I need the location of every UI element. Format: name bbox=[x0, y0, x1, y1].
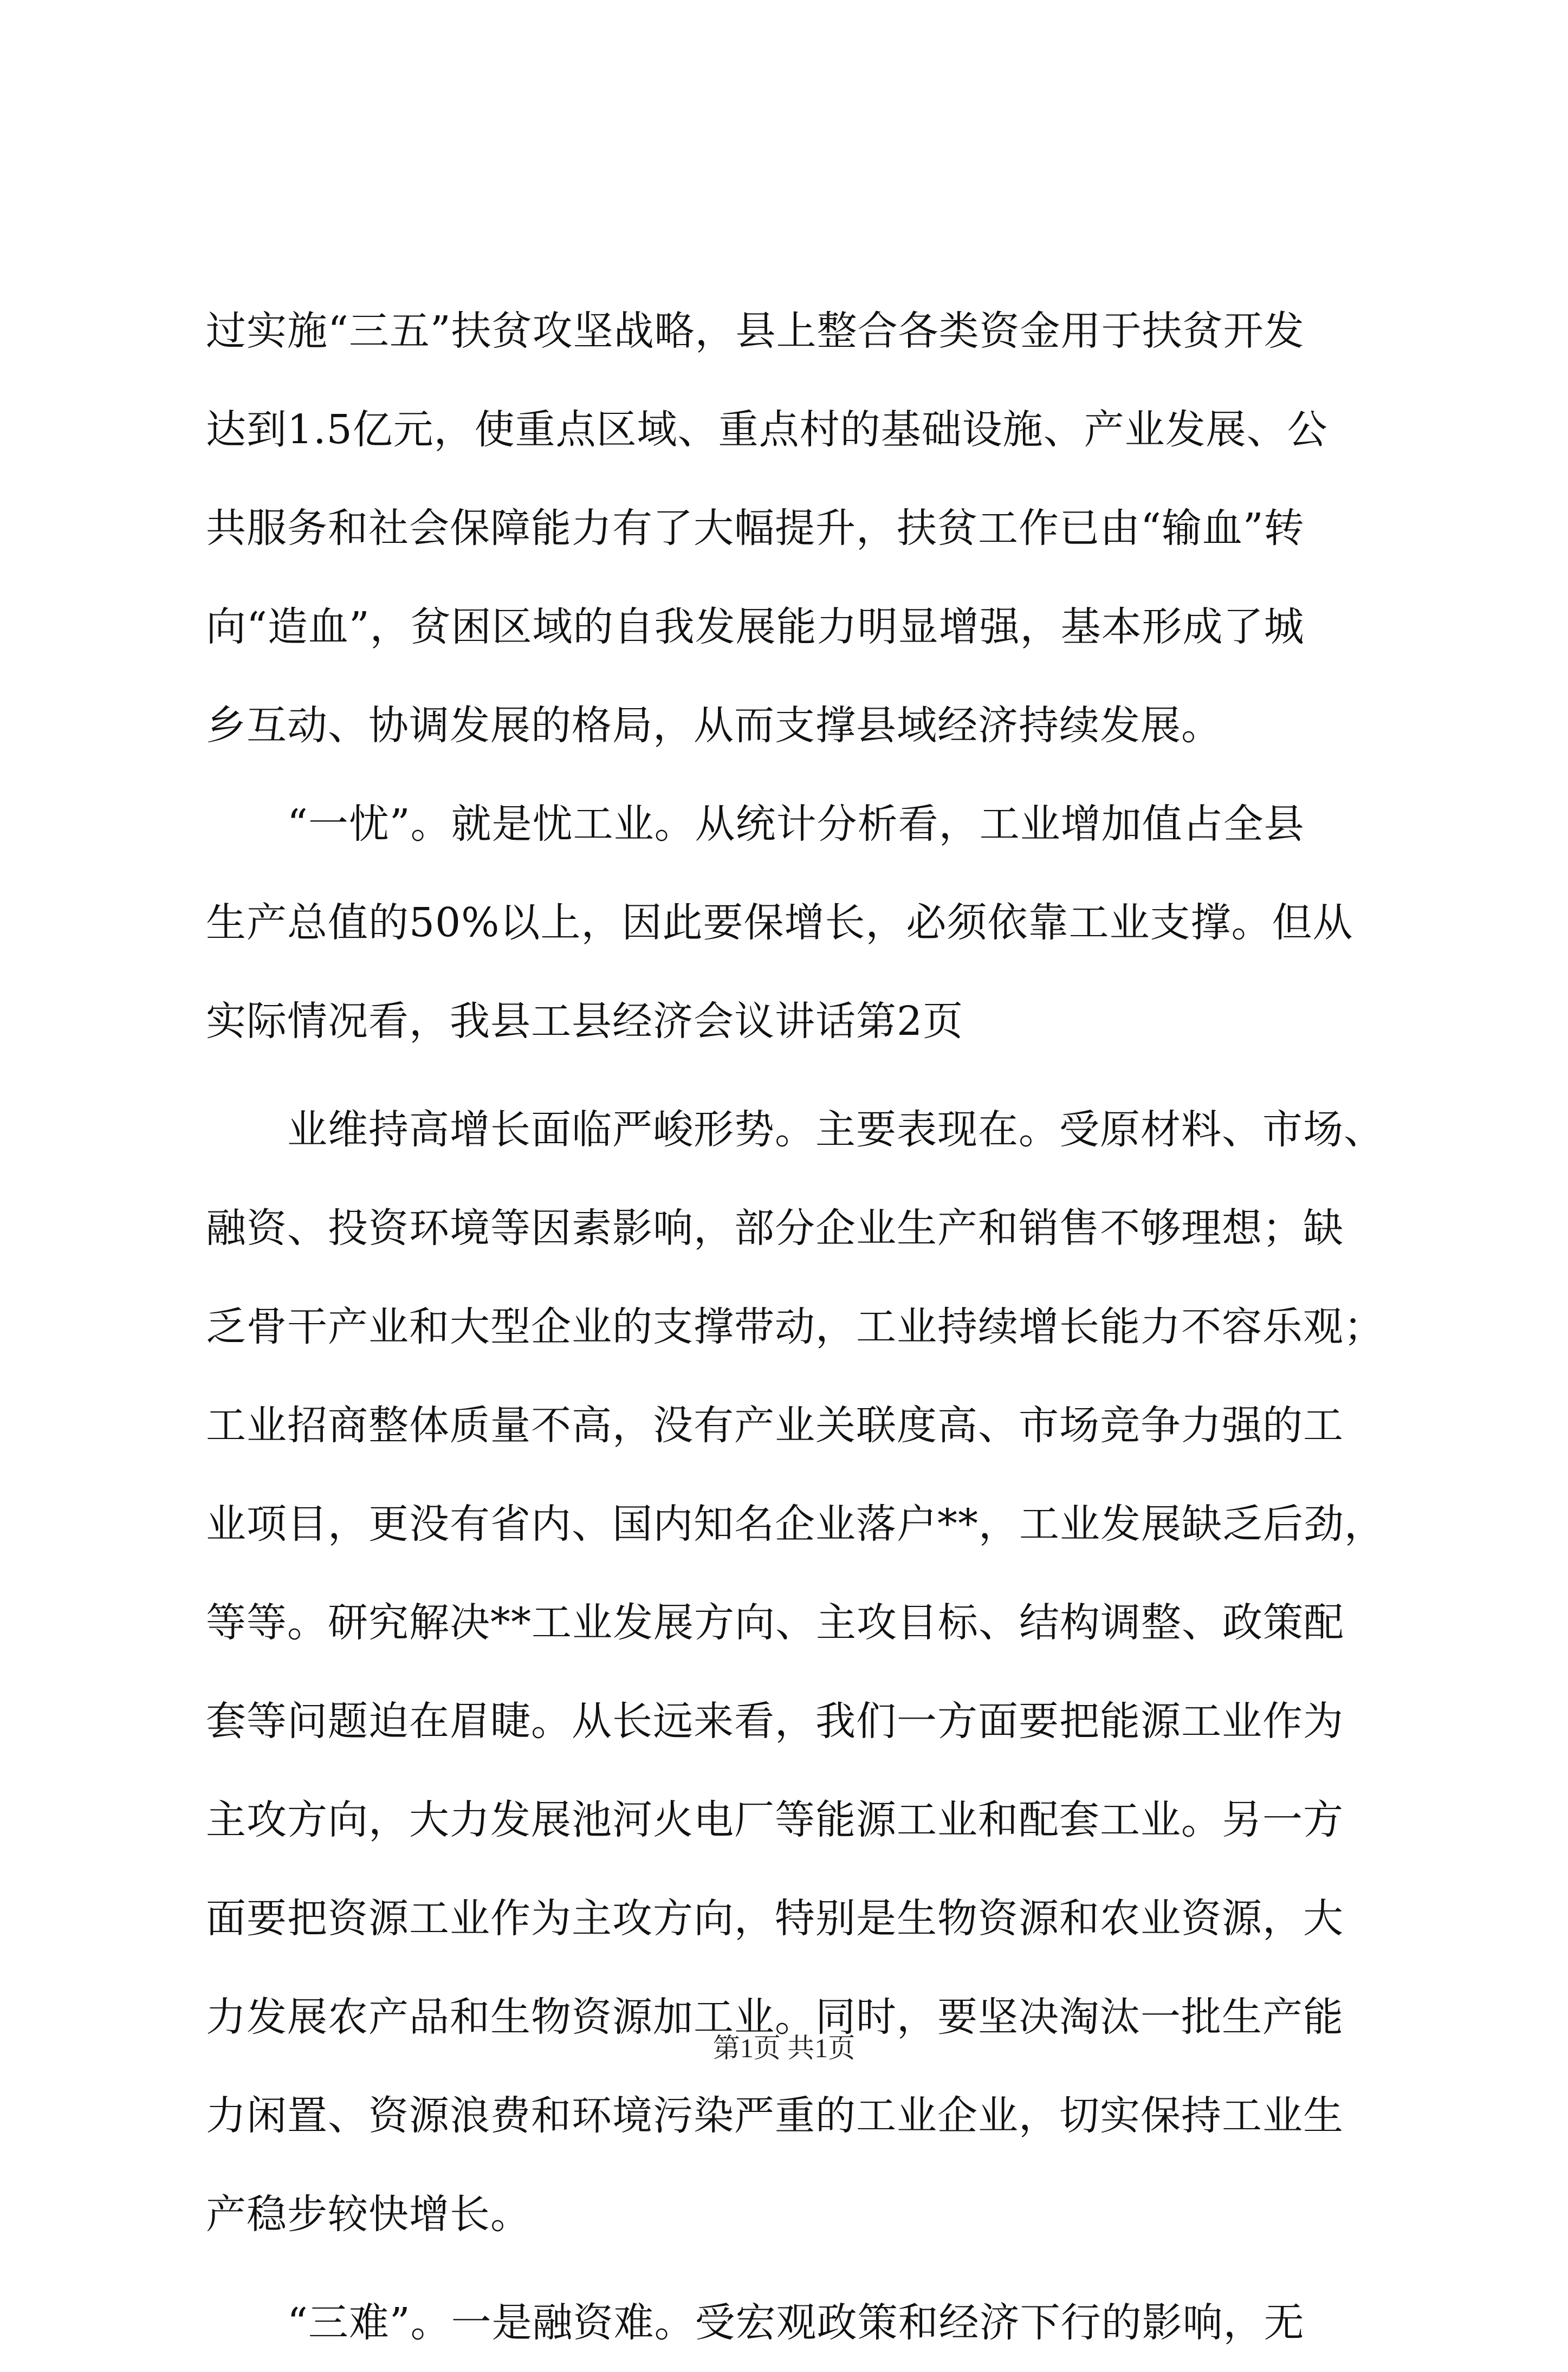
text-line: 达到1.5亿元，使重点区域、重点村的基础设施、产业发展、公 bbox=[206, 406, 1328, 453]
text-line: 产稳步较快增长。 bbox=[206, 2191, 531, 2238]
paragraph-gap bbox=[206, 2264, 1365, 2273]
text-line: 业项目，更没有省内、国内知名企业落户**，工业发展缺乏后劲， bbox=[206, 1501, 1385, 1547]
text-line: 共服务和社会保障能力有了大幅提升，扶贫工作已由“输血”转 bbox=[206, 505, 1305, 552]
paragraph bbox=[206, 282, 1365, 775]
text-line: 实际情况看，我县工县经济会议讲话第2页 bbox=[206, 998, 964, 1045]
text-line: 生产总值的50%以上，因此要保增长，必须依靠工业支撑。但从 bbox=[206, 899, 1353, 946]
paragraph bbox=[206, 2273, 1365, 2372]
text-line: 面要把资源工业作为主攻方向，特别是生物资源和农业资源，大 bbox=[206, 1895, 1344, 1942]
paragraph bbox=[206, 1080, 1385, 2264]
paragraph-gap bbox=[206, 1071, 1365, 1080]
text-line: 融资、投资环境等因素影响，部分企业生产和销售不够理想；缺 bbox=[206, 1205, 1344, 1252]
paragraph bbox=[206, 775, 1365, 1071]
text-line: “三难”。一是融资难。受宏观政策和经济下行的影响，无 bbox=[206, 2299, 1305, 2346]
text-line: 业维持高增长面临严峻形势。主要表现在。受原材料、市场、 bbox=[206, 1106, 1384, 1153]
page-number-label: 第1页 共1页 bbox=[712, 2033, 856, 2063]
text-line: 等等。研究解决**工业发展方向、主攻目标、结构调整、政策配 bbox=[206, 1599, 1344, 1646]
text-line: 工业招商整体质量不高，没有产业关联度高、市场竞争力强的工 bbox=[206, 1402, 1344, 1449]
text-line: “一忧”。就是忧工业。从统计分析看，工业增加值占全县 bbox=[206, 801, 1305, 847]
text-line: 向“造血”，贫困区域的自我发展能力明显增强，基本形成了城 bbox=[206, 604, 1305, 650]
text-line: 乡互动、协调发展的格局，从而支撑县域经济持续发展。 bbox=[206, 702, 1222, 749]
text-line: 乏骨干产业和大型企业的支撑带动，工业持续增长能力不容乐观； bbox=[206, 1304, 1384, 1350]
text-line: 套等问题迫在眉睫。从长远来看，我们一方面要把能源工业作为 bbox=[206, 1698, 1344, 1745]
text-line: 过实施“三五”扶贫攻坚战略，县上整合各类资金用于扶贫开发 bbox=[206, 308, 1305, 354]
page-footer bbox=[0, 2029, 1568, 2067]
text-line: 力发展农产品和生物资源加工业。同时，要坚决淘汰一批生产能 bbox=[206, 1994, 1344, 2040]
text-line: 力闲置、资源浪费和环境污染严重的工业企业，切实保持工业生 bbox=[206, 2092, 1344, 2139]
text-line: 主攻方向，大力发展池河火电厂等能源工业和配套工业。另一方 bbox=[206, 1797, 1344, 1843]
